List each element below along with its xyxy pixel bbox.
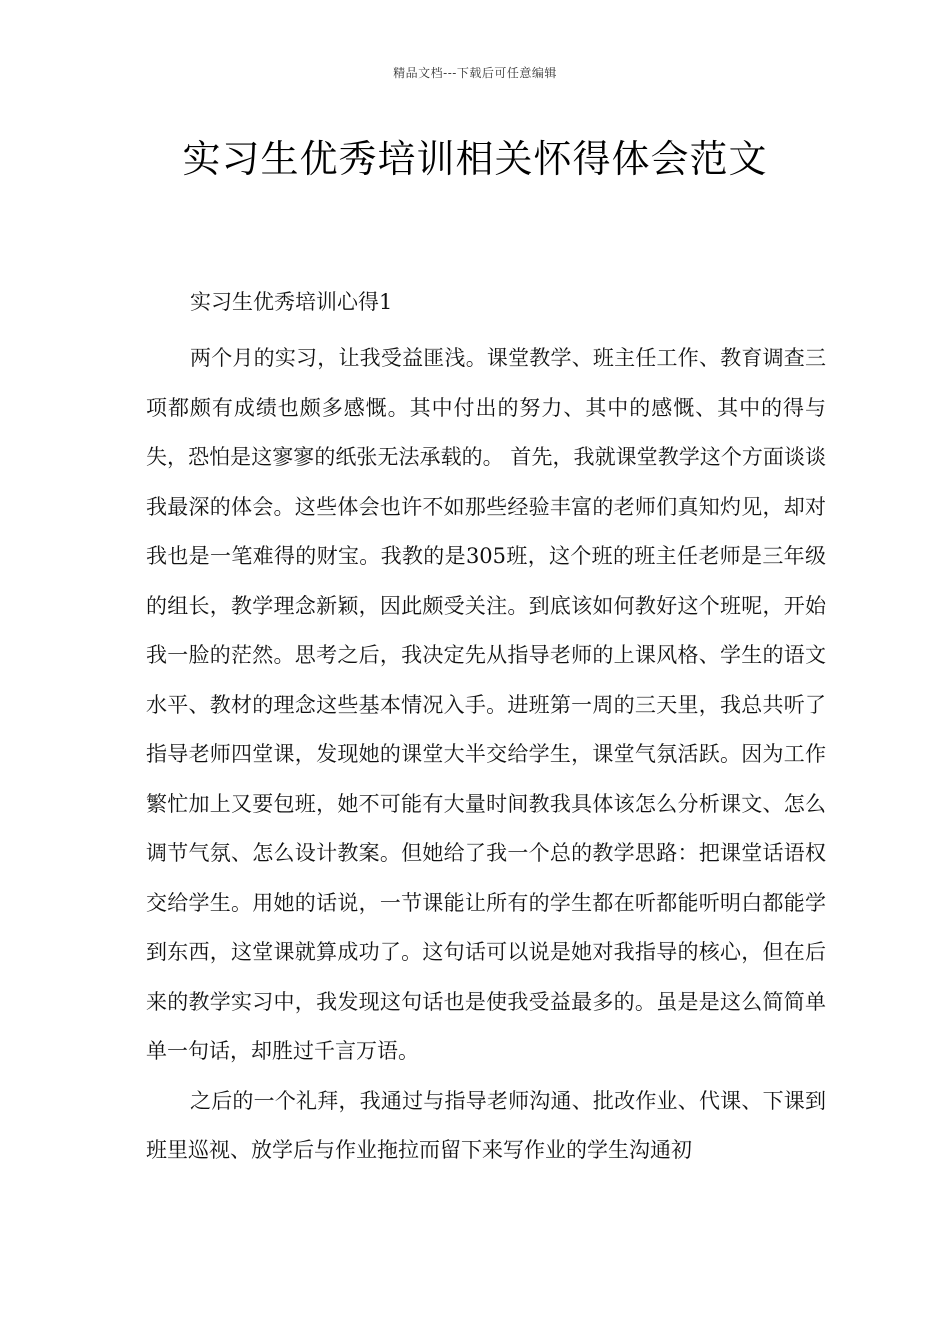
- document-title: 实习生优秀培训相关怀得体会范文: [182, 137, 768, 181]
- page-header: 精品文档---下载后可任意编辑: [393, 66, 557, 80]
- document-body: [146, 334, 826, 1176]
- paragraph-1: 两个月的实习，让我受益匪浅。课堂教学、班主任工作、教育调查三项都颇有成绩也颇多感慨。其中付出的努力、其中的感慨、其中的得与失，恐怕是这寥寥的纸张无法承载的。 首先，我就课堂教学这个方面谈谈我最深的体会。这些体会也许不如那些经验丰富的老师们真知灼见，却对我也是一笔难得的财宝。我教的是305班，这个班的班主任老师是三年级的组长，教学理念新颖，因此颇受关注。到底该如何教好这个班呢，开始我一脸的茫然。思考之后，我决定先从指导老师的上课风格、学生的语文水平、教材的理念这些基本情况入手。进班第一周的三天里，我总共听了指导老师四堂课，发现她的课堂大半交给学生，课堂气氛活跃。因为工作繁忙加上又要包班，她不可能有大量时间教我具体该怎么分析课文、怎么调节气氛、怎么设计教案。但她给了我一个总的教学思路：把课堂话语权交给学生。用她的话说，一节课能让所有的学生都在听都能听明白都能学到东西，这堂课就算成功了。这句话可以说是她对我指导的核心，但在后来的教学实习中，我发现这句话也是使我受益最多的。虽是是这么简简单单一句话，却胜过千言万语。: [146, 346, 826, 1063]
- section-heading: 实习生优秀培训心得1: [190, 290, 393, 314]
- paragraph-2: 之后的一个礼拜，我通过与指导老师沟通、批改作业、代课、下课到班里巡视、放学后与作业拖拉而留下来写作业的学生沟通初: [146, 1088, 826, 1162]
